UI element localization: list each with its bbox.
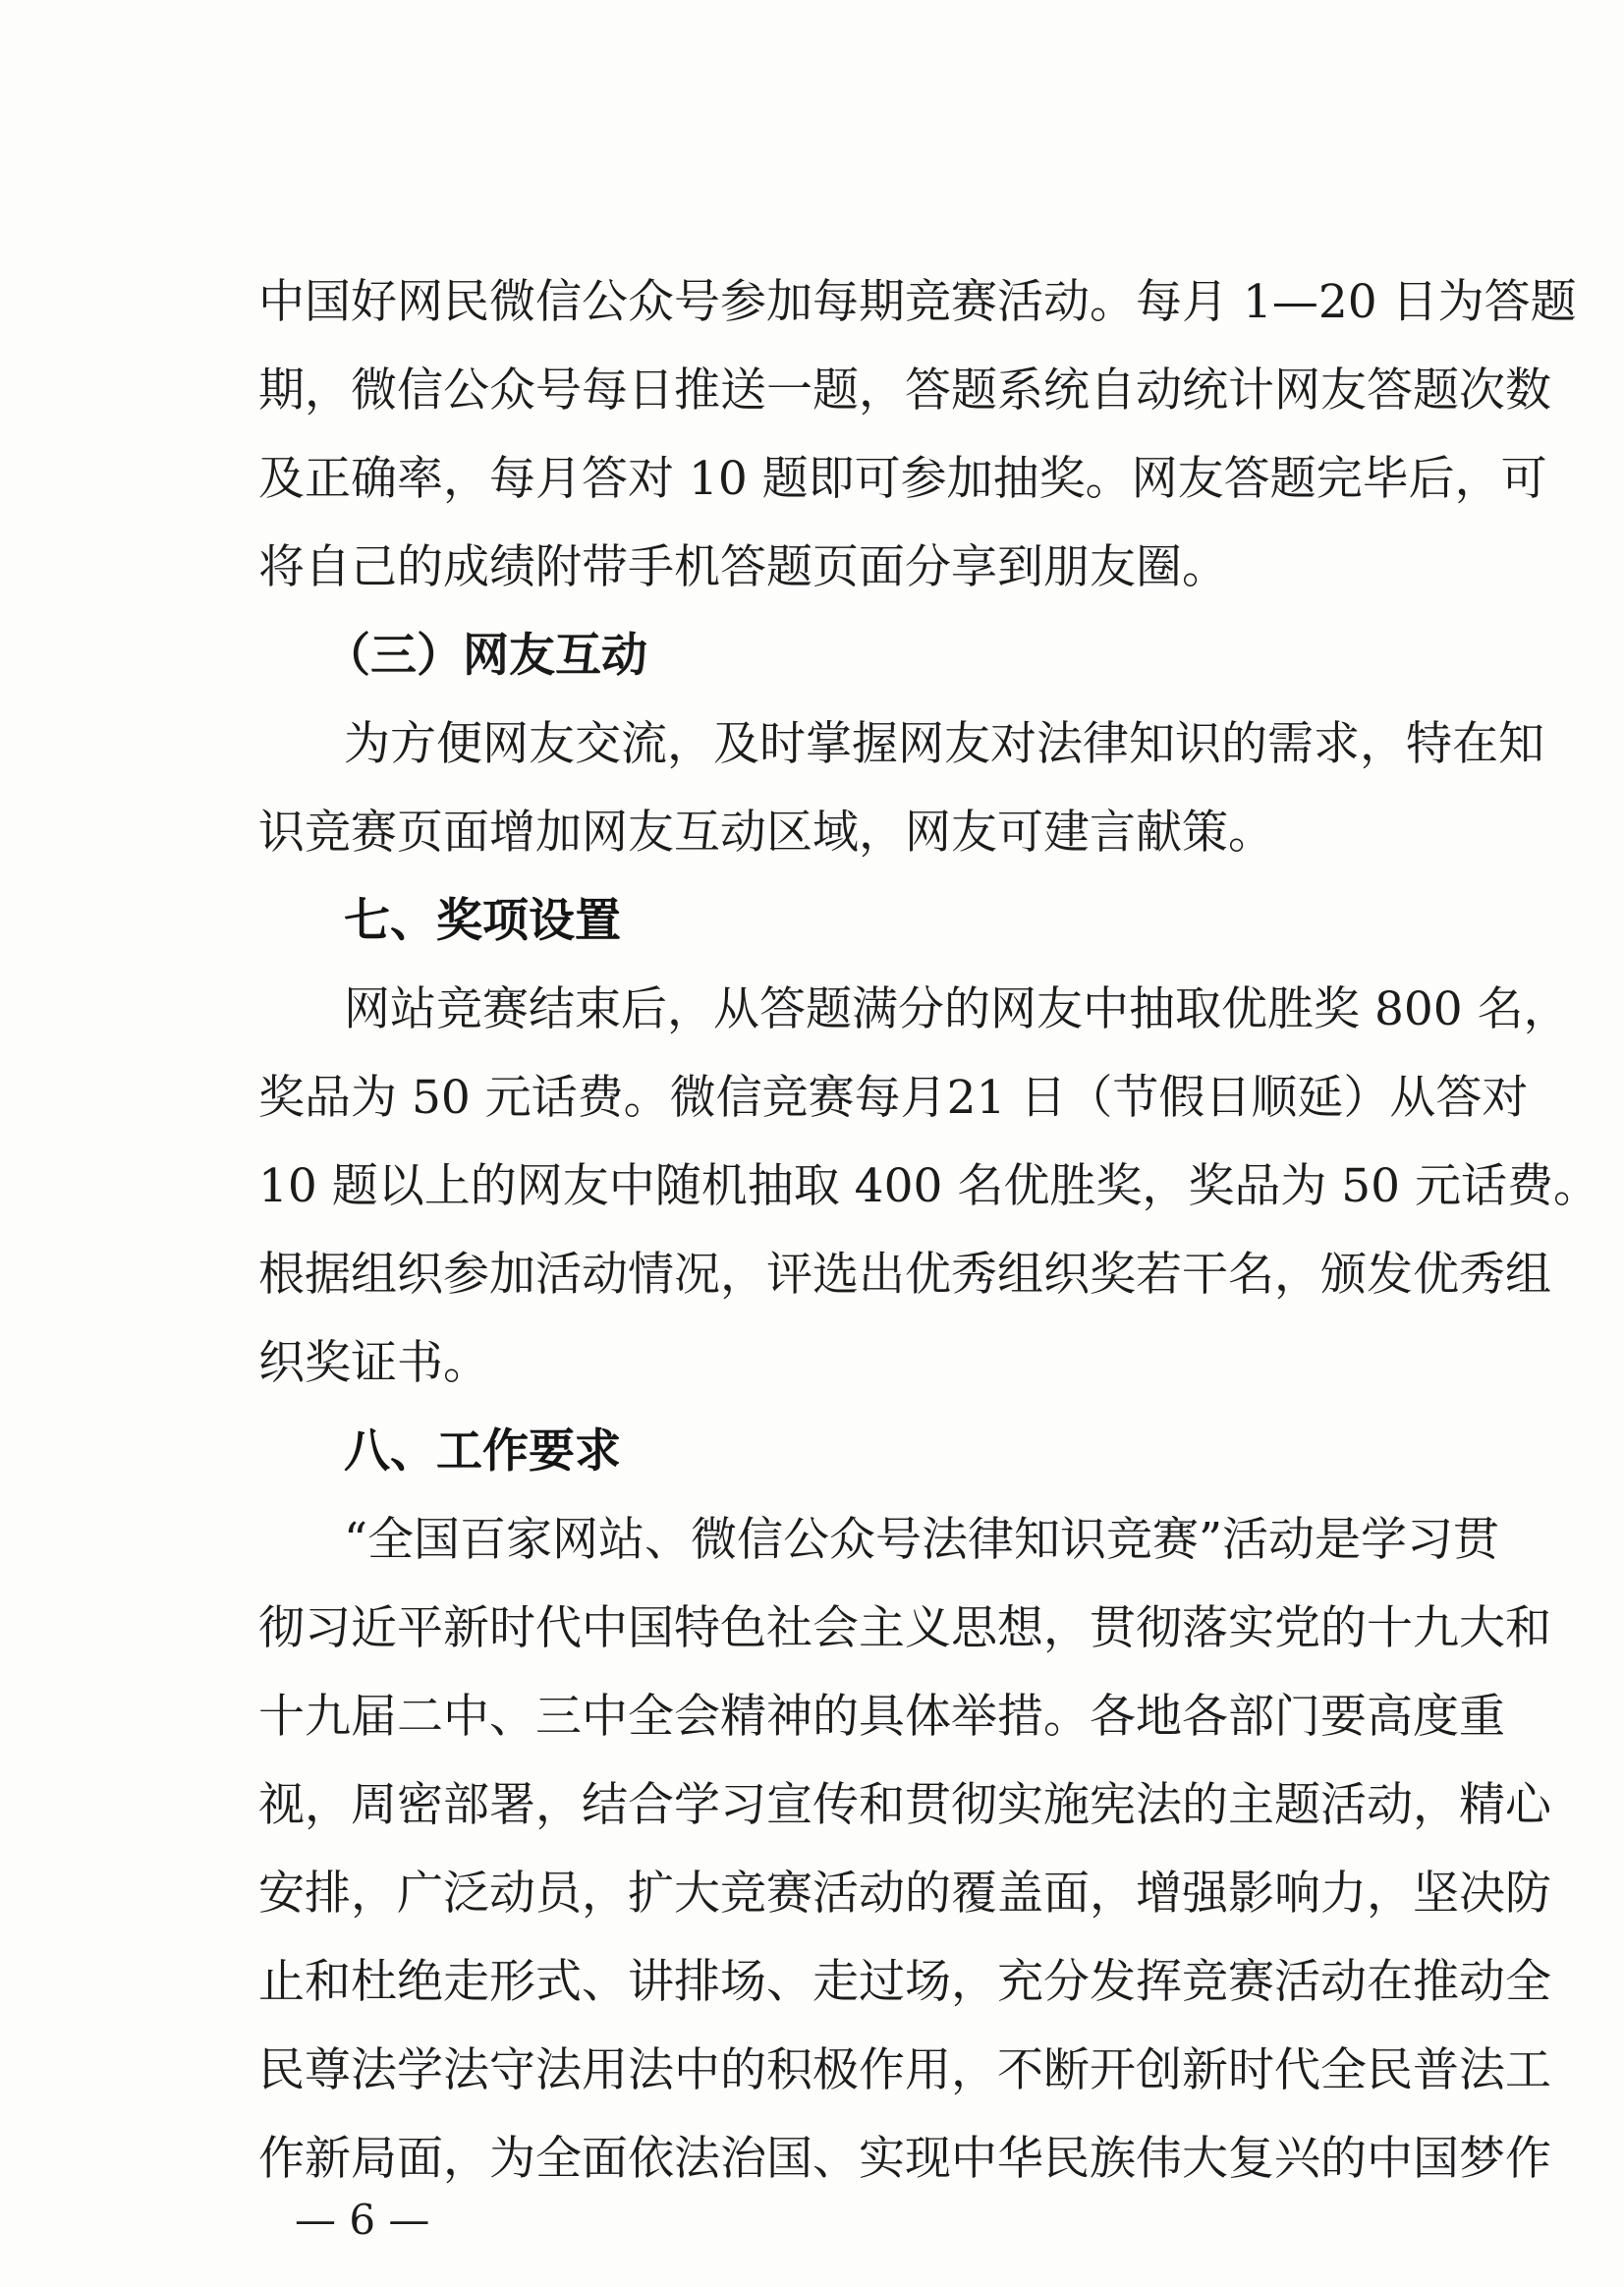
section-heading: 七、奖项设置 xyxy=(344,894,621,948)
section-heading: 八、工作要求 xyxy=(344,1424,621,1478)
paragraph-line: 10 题以上的网友中随机抽取 400 名优胜奖，奖品为 50 元话费。 xyxy=(258,1159,1600,1213)
paragraph-line: 及正确率，每月答对 10 题即可参加抽奖。网友答题完毕后，可 xyxy=(258,452,1547,506)
page-number: — 6 — xyxy=(295,2196,430,2244)
paragraph-line: 视，周密部署，结合学习宣传和贯彻实施宪法的主题活动，精心 xyxy=(258,1778,1551,1832)
paragraph-line: 期，微信公众号每日推送一题，答题系统自动统计网友答题次数 xyxy=(258,363,1551,418)
paragraph-line: 十九届二中、三中全会精神的具体举措。各地各部门要高度重 xyxy=(258,1690,1505,1744)
paragraph-line: 网站竞赛结束后，从答题满分的网友中抽取优胜奖 800 名， xyxy=(344,982,1570,1036)
paragraph-line: 安排，广泛动员，扩大竞赛活动的覆盖面，增强影响力，坚决防 xyxy=(258,1867,1551,1921)
paragraph-line: 中国好网民微信公众号参加每期竞赛活动。每月 1—20 日为答题 xyxy=(258,275,1577,329)
paragraph-line: 为方便网友交流，及时掌握网友对法律知识的需求，特在知 xyxy=(344,717,1544,771)
paragraph-line: 作新局面，为全面依法治国、实现中华民族伟大复兴的中国梦作 xyxy=(258,2132,1551,2186)
paragraph-line: 根据组织参加活动情况，评选出优秀组织奖若干名，颁发优秀组 xyxy=(258,1248,1551,1302)
paragraph-line: 彻习近平新时代中国特色社会主义思想，贯彻落实党的十九大和 xyxy=(258,1601,1551,1655)
paragraph-line: 识竞赛页面增加网友互动区域，网友可建言献策。 xyxy=(258,806,1274,860)
paragraph-line: “全国百家网站、微信公众号法律知识竞赛”活动是学习贯 xyxy=(344,1513,1500,1567)
paragraph-line: 将自己的成绩附带手机答题页面分享到朋友圈。 xyxy=(258,540,1228,594)
paragraph-line: 织奖证书。 xyxy=(258,1336,489,1390)
subsection-heading: （三）网友互动 xyxy=(324,629,647,683)
paragraph-line: 民尊法学法守法用法中的积极作用，不断开创新时代全民普法工 xyxy=(258,2043,1551,2097)
paragraph-line: 止和杜绝走形式、讲排场、走过场，充分发挥竞赛活动在推动全 xyxy=(258,1955,1551,2009)
paragraph-line: 奖品为 50 元话费。微信竞赛每月21 日（节假日顺延）从答对 xyxy=(258,1071,1529,1125)
